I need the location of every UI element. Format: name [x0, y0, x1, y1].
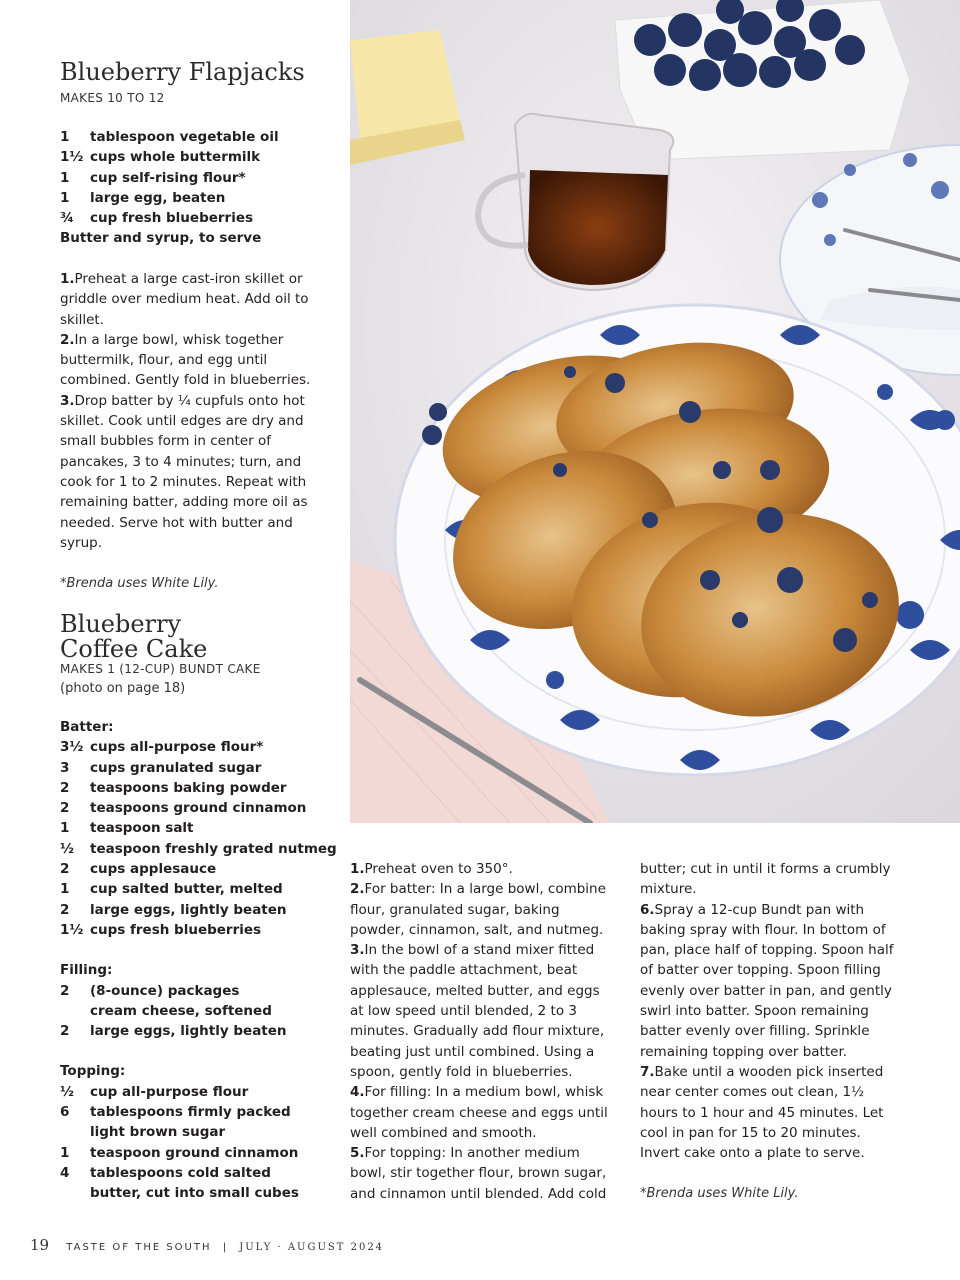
ingredient-item: 1 cup self-rising flour* [60, 169, 246, 186]
ingredient-item: 1 large egg, beaten [60, 189, 226, 206]
magazine-name: TASTE OF THE SOUTH [66, 1242, 212, 1253]
ingredient-item: 2 cups applesauce [60, 861, 217, 878]
recipe-step: 4.For filling: In a medium bowl, whisk together cream cheese and eggs until well combined and smooth. [350, 1084, 608, 1141]
ingredient-item: 2 teaspoons baking powder [60, 779, 287, 796]
recipe-title-line: Blueberry [60, 610, 182, 638]
recipe-yield: MAKES 1 (12-CUP) BUNDT CAKE [60, 662, 261, 676]
recipe-steps-col1 [350, 859, 615, 1204]
flour-note: *Brenda uses White Lily. [60, 576, 219, 591]
ingredient-item: 2 (8-ounce) packages cream cheese, softened [60, 982, 272, 1019]
recipe-step: 2.For batter: In a large bowl, combine flour, granulated sugar, baking powder, cinnamon, salt, and nutmeg. [350, 881, 606, 938]
recipe-steps-col2 [640, 859, 898, 1163]
ingredient-item: 3 cups granulated sugar [60, 759, 262, 776]
ingredient-item: 1½ cups whole buttermilk [60, 149, 261, 166]
ingredient-item: 6 tablespoons firmly packed light brown sugar [60, 1104, 291, 1141]
ingredient-item: 1 tablespoon vegetable oil [60, 129, 279, 145]
recipe-photo [350, 0, 960, 823]
recipe-step: 1.Preheat oven to 350°. [350, 861, 513, 877]
section-label: Batter: [60, 719, 114, 735]
ingredient-item: 1 teaspoon ground cinnamon [60, 1144, 299, 1161]
ingredient-item: ½ cup all-purpose flour [60, 1083, 249, 1100]
recipe-step: 6.Spray a 12-cup Bundt pan with baking spray with flour. In bottom of pan, place half of topping. Spoon half of batter over topping. Spoon filling evenly over batter in pan, and gently swirl into batter. Spoon remaining batter evenly over filling. Sprinkle remaining topping over batter. [640, 901, 894, 1060]
recipe-yield: MAKES 10 TO 12 [60, 91, 165, 105]
section-label: Topping: [60, 1063, 126, 1080]
recipe-step-continued: butter; cut in until it forms a crumbly mixture. [640, 861, 891, 898]
ingredient-item: 2 large eggs, lightly beaten [60, 901, 287, 918]
recipe-title: Blueberry Flapjacks [60, 58, 305, 86]
recipe-steps [60, 269, 325, 553]
ingredient-item: 2 large eggs, lightly beaten [60, 1023, 287, 1040]
issue-date: JULY · AUGUST 2024 [239, 1242, 385, 1253]
recipe-step: 1.Preheat a large cast-iron skillet or griddle over medium heat. Add oil to skillet. [60, 271, 309, 328]
ingredient-item: 1½ cups fresh blueberries [60, 921, 262, 938]
ingredient-item: ½ teaspoon freshly grated nutmeg [60, 840, 337, 857]
ingredient-item: 1 cup salted butter, melted [60, 881, 283, 898]
recipe-step: 5.For topping: In another medium bowl, stir together flour, brown sugar, and cinnamon until blended. Add cold [350, 1145, 607, 1202]
ingredient-list [60, 717, 345, 1204]
ingredient-item: 2 teaspoons ground cinnamon [60, 800, 307, 817]
flour-note: *Brenda uses White Lily. [640, 1186, 799, 1201]
page-footer [30, 1236, 384, 1254]
ingredient-item: 4 tablespoons cold salted butter, cut into small cubes [60, 1164, 299, 1202]
recipe-step: 7.Bake until a wooden pick inserted near center comes out clean, 1½ hours to 1 hour and 45 minutes. Let cool in pan for 15 to 20 minutes. Invert cake onto a plate to serve. [640, 1063, 884, 1162]
section-label: Filling: [60, 962, 113, 979]
ingredient-item: 3½ cups all-purpose flour* [60, 739, 264, 756]
ingredient-item: 1 teaspoon salt [60, 820, 194, 837]
serve-note: Butter and syrup, to serve [60, 230, 262, 247]
ingredient-list [60, 127, 340, 249]
recipe-step: 2.In a large bowl, whisk together buttermilk, flour, and egg until combined. Gently fold in blueberries. [60, 331, 311, 389]
recipe-step: 3.In the bowl of a stand mixer fitted with the paddle attachment, beat applesauce, melted butter, and eggs at low speed until blended, 2 to 3 minutes. Gradually add flour mixture, beating just until combined. Using a spoon, gently fold in blueberries. [350, 942, 605, 1080]
recipe-title-line: Coffee Cake [60, 635, 208, 663]
pancakes-photo-illustration [350, 0, 960, 823]
ingredient-item: ¾ cup fresh blueberries [60, 210, 254, 227]
footer-separator: | [222, 1242, 229, 1253]
page-number: 19 [30, 1236, 50, 1254]
photo-reference: (photo on page 18) [60, 681, 186, 696]
recipe-step: 3.Drop batter by ¼ cupfuls onto hot skillet. Cook until edges are dry and small bubbles form in center of pancakes, 3 to 4 minutes; turn, and cook for 1 to 2 minutes. Repeat with remaining batter, adding more oil as needed. Serve hot with butter and syrup. [60, 392, 308, 551]
recipe-title [60, 612, 207, 662]
